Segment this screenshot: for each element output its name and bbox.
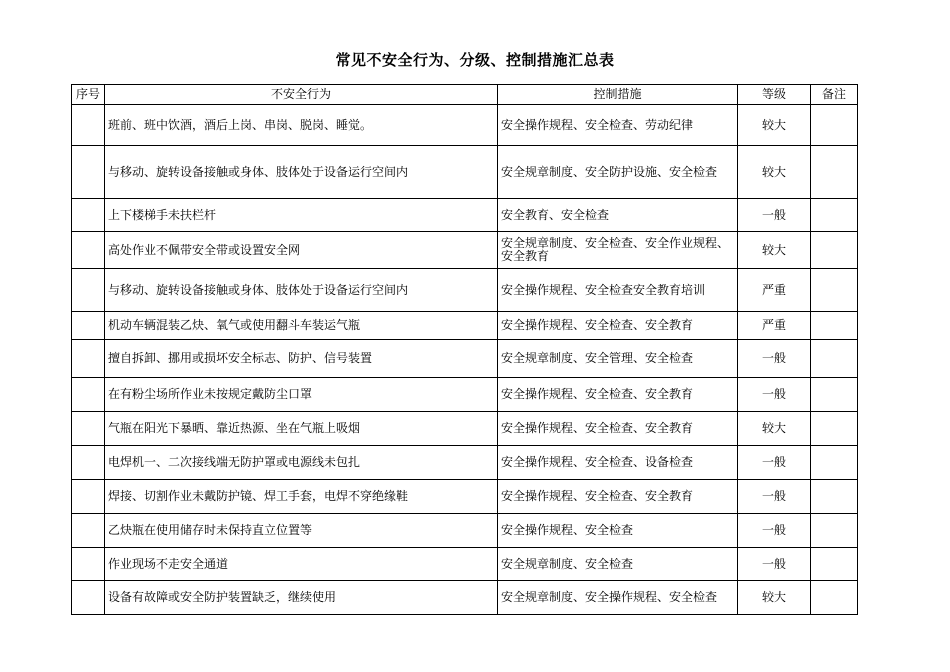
cell-control-measures: 安全操作规程、安全检查、劳动纪律 (498, 105, 738, 146)
cell-number (72, 446, 105, 480)
cell-unsafe-behavior: 与移动、旋转设备接触或身体、肢体处于设备运行空间内 (105, 146, 498, 199)
cell-number (72, 378, 105, 412)
table-row (72, 446, 858, 480)
cell-control-measures: 安全规章制度、安全防护设施、安全检查 (498, 146, 738, 199)
cell-notes (811, 581, 858, 615)
cell-level: 一般 (738, 378, 811, 412)
cell-notes (811, 548, 858, 581)
cell-number (72, 480, 105, 514)
cell-number (72, 340, 105, 378)
cell-level: 较大 (738, 105, 811, 146)
cell-notes (811, 199, 858, 232)
table-row (72, 412, 858, 446)
cell-unsafe-behavior: 气瓶在阳光下暴晒、靠近热源、坐在气瓶上吸烟 (105, 412, 498, 446)
table-row (72, 199, 858, 232)
cell-number (72, 232, 105, 269)
cell-level: 较大 (738, 412, 811, 446)
cell-level: 一般 (738, 480, 811, 514)
header-unsafe-behavior: 不安全行为 (105, 85, 498, 105)
cell-control-measures: 安全操作规程、安全检查 (498, 514, 738, 548)
cell-unsafe-behavior: 电焊机一、二次接线端无防护罩或电源线未包扎 (105, 446, 498, 480)
cell-notes (811, 446, 858, 480)
cell-control-measures: 安全规章制度、安全管理、安全检查 (498, 340, 738, 378)
cell-notes (811, 146, 858, 199)
cell-control-measures: 安全操作规程、安全检查、安全教育 (498, 312, 738, 340)
cell-control-measures: 安全规章制度、安全检查 (498, 548, 738, 581)
cell-notes (811, 105, 858, 146)
header-number: 序号 (72, 85, 105, 105)
cell-control-measures: 安全规章制度、安全操作规程、安全检查 (498, 581, 738, 615)
table-row (72, 312, 858, 340)
cell-notes (811, 412, 858, 446)
table-row (72, 514, 858, 548)
cell-number (72, 412, 105, 446)
table-row (72, 232, 858, 269)
cell-notes (811, 480, 858, 514)
table-row (72, 480, 858, 514)
cell-control-measures: 安全操作规程、安全检查、安全教育 (498, 480, 738, 514)
cell-unsafe-behavior: 班前、班中饮酒，酒后上岗、串岗、脱岗、睡觉。 (105, 105, 498, 146)
cell-notes (811, 340, 858, 378)
cell-level: 一般 (738, 514, 811, 548)
cell-unsafe-behavior: 高处作业不佩带安全带或设置安全网 (105, 232, 498, 269)
cell-unsafe-behavior: 乙炔瓶在使用储存时未保持直立位置等 (105, 514, 498, 548)
page-title: 常见不安全行为、分级、控制措施汇总表 (335, 51, 615, 69)
cell-control-measures: 安全教育、安全检查 (498, 199, 738, 232)
cell-level: 一般 (738, 199, 811, 232)
table-row (72, 146, 858, 199)
cell-number (72, 548, 105, 581)
cell-level: 严重 (738, 312, 811, 340)
cell-number (72, 514, 105, 548)
cell-unsafe-behavior: 擅自拆卸、挪用或损坏安全标志、防护、信号装置 (105, 340, 498, 378)
header-level: 等级 (738, 85, 811, 105)
table-row (72, 548, 858, 581)
cell-number (72, 581, 105, 615)
table-row (72, 378, 858, 412)
cell-control-measures: 安全规章制度、安全检查、安全作业规程、安全教育 (498, 232, 738, 269)
cell-number (72, 199, 105, 232)
cell-number (72, 312, 105, 340)
cell-level: 较大 (738, 581, 811, 615)
cell-unsafe-behavior: 与移动、旋转设备接触或身体、肢体处于设备运行空间内 (105, 269, 498, 312)
cell-notes (811, 378, 858, 412)
cell-control-measures: 安全操作规程、安全检查、设备检查 (498, 446, 738, 480)
cell-control-measures: 安全操作规程、安全检查安全教育培训 (498, 269, 738, 312)
unsafe-behavior-table (71, 84, 858, 615)
cell-notes (811, 269, 858, 312)
cell-unsafe-behavior: 机动车辆混装乙炔、氧气或使用翻斗车装运气瓶 (105, 312, 498, 340)
header-notes: 备注 (811, 85, 858, 105)
cell-control-measures: 安全操作规程、安全检查、安全教育 (498, 378, 738, 412)
cell-unsafe-behavior: 作业现场不走安全通道 (105, 548, 498, 581)
cell-number (72, 269, 105, 312)
table-row (72, 105, 858, 146)
cell-control-measures: 安全操作规程、安全检查、安全教育 (498, 412, 738, 446)
cell-notes (811, 232, 858, 269)
table-row (72, 340, 858, 378)
cell-level: 较大 (738, 146, 811, 199)
cell-unsafe-behavior: 上下楼梯手未扶栏杆 (105, 199, 498, 232)
table-row (72, 581, 858, 615)
cell-unsafe-behavior: 设备有故障或安全防护装置缺乏，继续使用 (105, 581, 498, 615)
table-row (72, 269, 858, 312)
cell-level: 较大 (738, 232, 811, 269)
cell-notes (811, 514, 858, 548)
header-control-measures: 控制措施 (498, 85, 738, 105)
cell-level: 一般 (738, 340, 811, 378)
cell-level: 一般 (738, 446, 811, 480)
cell-level: 严重 (738, 269, 811, 312)
cell-number (72, 105, 105, 146)
cell-level: 一般 (738, 548, 811, 581)
table-header-row (72, 85, 858, 105)
cell-unsafe-behavior: 在有粉尘场所作业未按规定戴防尘口罩 (105, 378, 498, 412)
cell-number (72, 146, 105, 199)
cell-unsafe-behavior: 焊接、切割作业未戴防护镜、焊工手套，电焊不穿绝缘鞋 (105, 480, 498, 514)
cell-notes (811, 312, 858, 340)
